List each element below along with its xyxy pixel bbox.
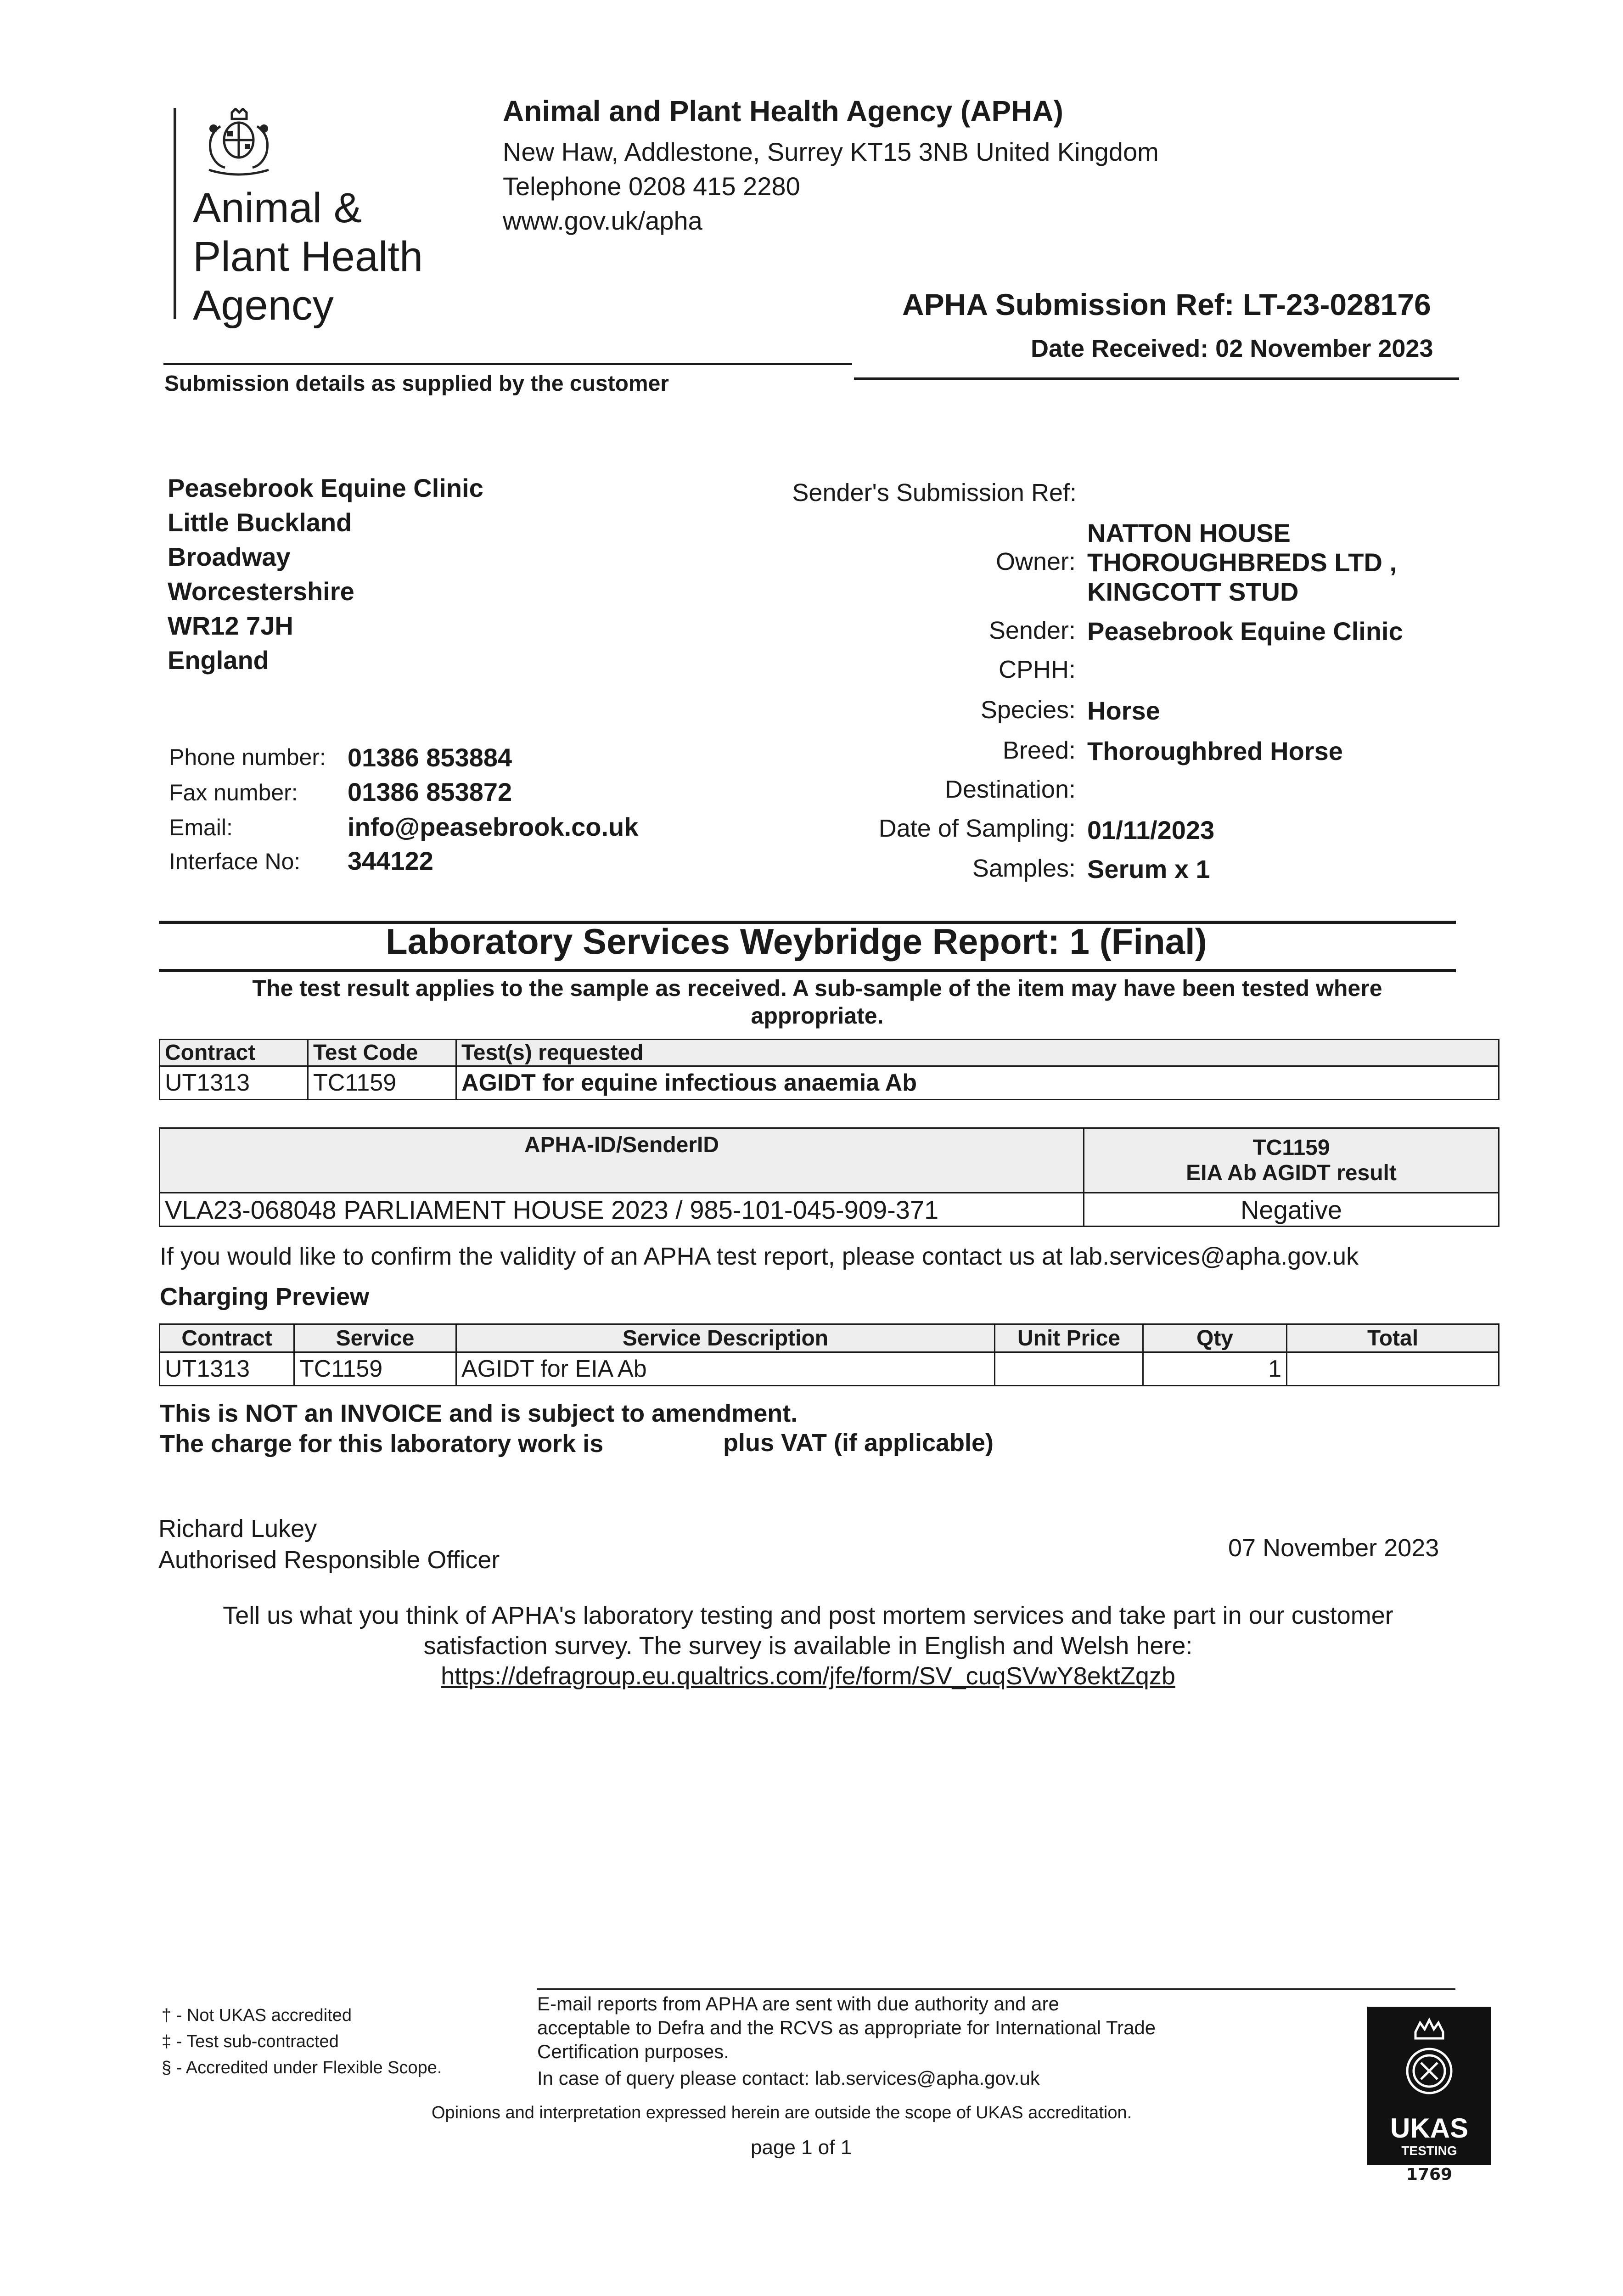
- column-header: Test Code: [308, 1040, 456, 1066]
- submission-ref: APHA Submission Ref: LT-23-028176: [902, 287, 1431, 321]
- query-note: In case of query please contact: lab.services@apha.gov.uk: [537, 2067, 1040, 2089]
- report-rule-bottom: [159, 969, 1456, 972]
- column-header: Contract: [160, 1040, 308, 1066]
- header-rule-left: [163, 363, 852, 365]
- confirm-note: If you would like to confirm the validity of an APHA test report, please contact us at lab.services@apha.gov.uk: [160, 1243, 1359, 1270]
- table-cell: [1287, 1352, 1499, 1386]
- logo-line: Animal &: [193, 185, 362, 231]
- address-line: Peasebrook Equine Clinic: [168, 473, 483, 502]
- owner-line: KINGCOTT STUD: [1087, 577, 1299, 606]
- charging-table-header-row: [160, 1324, 1499, 1352]
- phone-value: 01386 853884: [348, 743, 512, 772]
- address-line: Worcestershire: [168, 577, 354, 606]
- table-row: [160, 1066, 1499, 1100]
- email-label: Email:: [169, 815, 233, 840]
- survey-text: Tell us what you think of APHA's laboratory testing and post mortem services and take part in our customer: [223, 1602, 1393, 1629]
- sender-value: Peasebrook Equine Clinic: [1087, 617, 1403, 646]
- ukas-label: UKAS: [1390, 2113, 1468, 2144]
- fax-value: 01386 853872: [348, 777, 512, 806]
- organisation-telephone: Telephone 0208 415 2280: [503, 172, 800, 201]
- date-received: Date Received: 02 November 2023: [1031, 335, 1433, 362]
- column-header: Service: [294, 1324, 456, 1352]
- page-number: page 1 of 1: [751, 2136, 852, 2159]
- charging-table: [159, 1323, 1499, 1386]
- table-cell: UT1313: [160, 1352, 294, 1386]
- legend-item: † - Not UKAS accredited: [162, 2006, 352, 2025]
- organisation-address: New Haw, Addlestone, Surrey KT15 3NB United Kingdom: [503, 137, 1159, 166]
- logo-line: Agency: [193, 282, 334, 329]
- table-cell: UT1313: [160, 1066, 308, 1100]
- table-cell: [995, 1352, 1143, 1386]
- footer-rule: [537, 1988, 1455, 1990]
- officer-role: Authorised Responsible Officer: [158, 1546, 500, 1574]
- royal-crest-icon: [195, 108, 282, 177]
- submission-details-label: Submission details as supplied by the customer: [164, 371, 669, 396]
- result-value-cell: Negative: [1084, 1193, 1499, 1227]
- ukas-number: 1769: [1406, 2165, 1453, 2184]
- survey-note: [152, 1600, 1465, 1691]
- interface-value: 344122: [348, 846, 433, 875]
- invoice-disclaimer: [160, 1398, 797, 1459]
- fax-label: Fax number:: [169, 780, 298, 805]
- legend-item: ‡ - Test sub-contracted: [162, 2032, 339, 2051]
- organisation-website[interactable]: www.gov.uk/apha: [503, 206, 702, 235]
- not-invoice-line: This is NOT an INVOICE and is subject to amendment.: [160, 1400, 798, 1427]
- column-header: Total: [1287, 1324, 1499, 1352]
- table-row: [160, 1352, 1499, 1386]
- interface-label: Interface No:: [169, 849, 301, 874]
- table-cell: AGIDT for EIA Ab: [456, 1352, 995, 1386]
- officer-block: [158, 1513, 500, 1576]
- header-rule-right: [854, 377, 1459, 380]
- table-cell: TC1159: [308, 1066, 456, 1100]
- date-sampling-value: 01/11/2023: [1087, 816, 1215, 844]
- applies-note: The test result applies to the sample as received. A sub-sample of the item may have been tested where appropriate.: [252, 975, 1382, 1029]
- charge-line: The charge for this laboratory work is: [160, 1430, 604, 1458]
- results-table: [159, 1127, 1499, 1227]
- table-cell: AGIDT for equine infectious anaemia Ab: [456, 1066, 1499, 1100]
- agency-logo-text: [193, 184, 423, 330]
- result-test-code: TC1159: [1252, 1136, 1330, 1160]
- email-value[interactable]: info@peasebrook.co.uk: [348, 812, 639, 841]
- column-header: APHA-ID/SenderID: [160, 1128, 1084, 1193]
- officer-name: Richard Lukey: [158, 1515, 317, 1542]
- email-note-line: Certification purposes.: [537, 2041, 729, 2062]
- date-sampling-label: Date of Sampling:: [878, 815, 1076, 842]
- charging-title: Charging Preview: [160, 1283, 370, 1311]
- results-table-header-row: [160, 1128, 1499, 1193]
- survey-text: satisfaction survey. The survey is available in English and Welsh here:: [423, 1632, 1193, 1660]
- column-header: Qty: [1143, 1324, 1287, 1352]
- address-line: England: [168, 646, 269, 675]
- result-test-name: EIA Ab AGIDT result: [1186, 1161, 1397, 1185]
- address-line: WR12 7JH: [168, 611, 293, 640]
- destination-label: Destination:: [944, 776, 1076, 803]
- logo-line: Plant Health: [193, 233, 423, 280]
- table-cell: 1: [1143, 1352, 1287, 1386]
- tests-table-header-row: [160, 1040, 1499, 1066]
- sample-id-cell: VLA23-068048 PARLIAMENT HOUSE 2023 / 985-101-045-909-371: [160, 1193, 1084, 1227]
- cphh-label: CPHH:: [998, 656, 1076, 683]
- table-cell: TC1159: [294, 1352, 456, 1386]
- breed-value: Thoroughbred Horse: [1087, 737, 1343, 765]
- column-header: Service Description: [456, 1324, 995, 1352]
- column-header: Test(s) requested: [456, 1040, 1499, 1066]
- vat-line: plus VAT (if applicable): [723, 1429, 994, 1457]
- signoff-date: 07 November 2023: [1228, 1534, 1439, 1562]
- report-title: Laboratory Services Weybridge Report: 1 (Final): [386, 921, 1207, 962]
- sender-label: Sender:: [988, 617, 1076, 644]
- organisation-name: Animal and Plant Health Agency (APHA): [503, 95, 1063, 128]
- species-value: Horse: [1087, 696, 1160, 725]
- column-header: Contract: [160, 1324, 294, 1352]
- result-header: [1084, 1128, 1499, 1193]
- legend-item: § - Accredited under Flexible Scope.: [162, 2058, 442, 2077]
- table-row: [160, 1193, 1499, 1227]
- owner-line: THOROUGHBREDS LTD ,: [1087, 548, 1397, 577]
- phone-label: Phone number:: [169, 744, 326, 770]
- owner-label: Owner:: [995, 548, 1076, 575]
- email-note: [537, 1992, 1156, 2064]
- email-note-line: acceptable to Defra and the RCVS as appropriate for International Trade: [537, 2017, 1156, 2038]
- email-note-line: E-mail reports from APHA are sent with due authority and are: [537, 1993, 1059, 2015]
- samples-label: Samples:: [972, 855, 1076, 882]
- column-header: Unit Price: [995, 1324, 1143, 1352]
- survey-link[interactable]: https://defragroup.eu.qualtrics.com/jfe/form/SV_cuqSVwY8ektZqzb: [441, 1662, 1175, 1690]
- samples-value: Serum x 1: [1087, 855, 1210, 884]
- address-line: Broadway: [168, 542, 291, 571]
- address-line: Little Buckland: [168, 508, 352, 537]
- species-label: Species:: [980, 696, 1076, 724]
- tests-table: [159, 1039, 1499, 1100]
- owner-line: NATTON HOUSE: [1087, 518, 1291, 547]
- opinions-note: Opinions and interpretation expressed herein are outside the scope of UKAS accreditation.: [432, 2103, 1132, 2122]
- senders-ref-label: Sender's Submission Ref:: [792, 479, 1077, 506]
- customer-address: [168, 471, 483, 677]
- breed-label: Breed:: [1002, 737, 1076, 764]
- logo-divider: [174, 108, 176, 319]
- ukas-crown-icon: [1397, 2014, 1461, 2101]
- ukas-sub-label: TESTING: [1401, 2144, 1457, 2158]
